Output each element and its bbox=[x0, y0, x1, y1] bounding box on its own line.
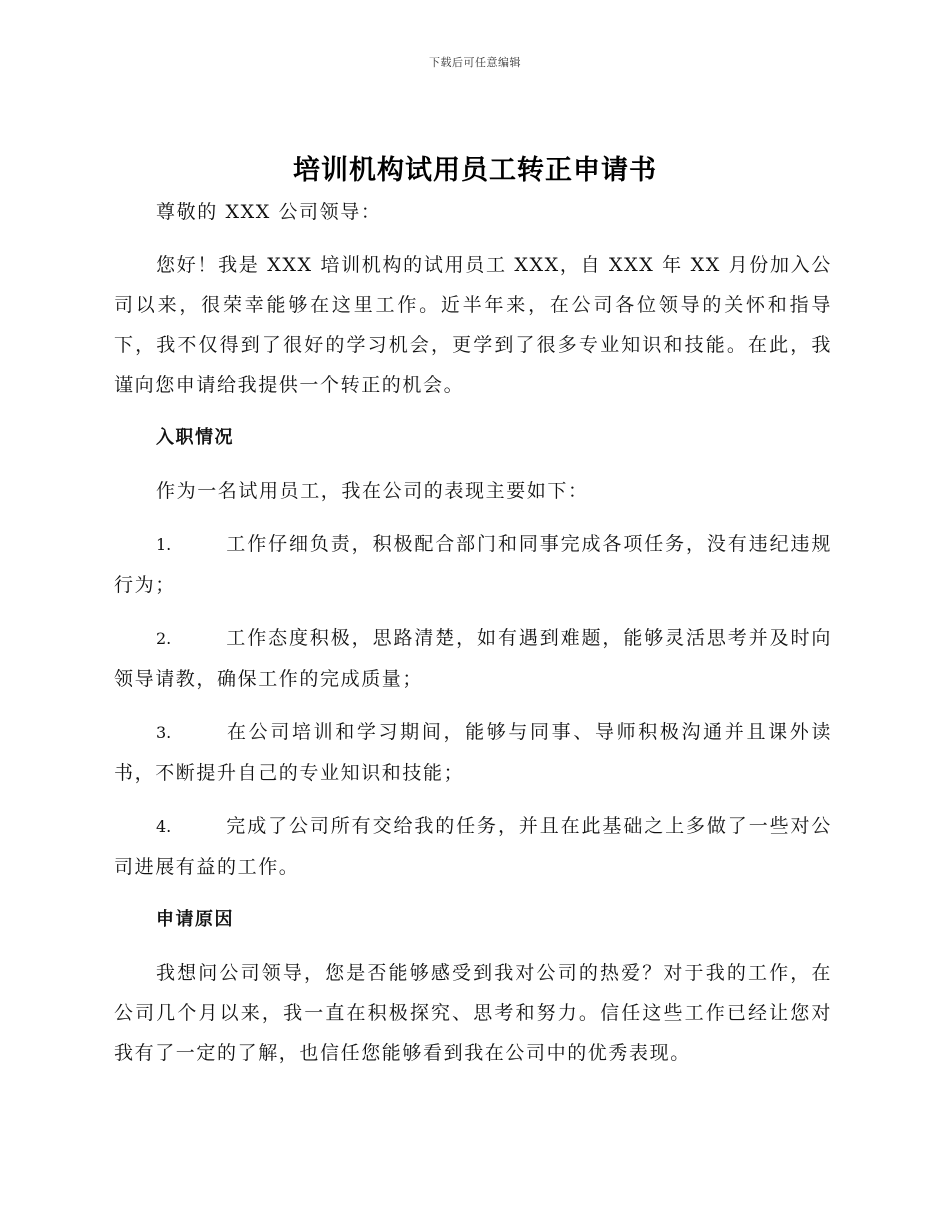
document-body bbox=[114, 192, 832, 1073]
list-item-text: 工作态度积极，思路清楚，如有遇到难题，能够灵活思考并及时向领导请教，确保工作的完成质量； bbox=[114, 627, 832, 690]
list-item-number: 1. bbox=[156, 535, 172, 554]
list-item bbox=[114, 618, 832, 699]
list-item-number: 3. bbox=[156, 723, 172, 742]
section-heading-reason: 申请原因 bbox=[156, 909, 234, 930]
salutation: 尊敬的 XXX 公司领导： bbox=[156, 201, 382, 223]
list-item bbox=[114, 524, 832, 605]
list-item bbox=[114, 712, 832, 793]
list-item-text: 在公司培训和学习期间，能够与同事、导师积极沟通并且课外读书，不断提升自己的专业知识和技能； bbox=[114, 721, 832, 784]
list-item bbox=[114, 806, 832, 887]
list-item-text: 完成了公司所有交给我的任务，并且在此基础之上多做了一些对公司进展有益的工作。 bbox=[114, 815, 832, 878]
list-item-text: 工作仔细负责，积极配合部门和同事完成各项任务，没有违纪违规行为； bbox=[114, 533, 832, 596]
header-note: 下载后可任意编辑 bbox=[429, 56, 521, 69]
list-item-number: 2. bbox=[156, 629, 172, 648]
section-lead: 作为一名试用员工，我在公司的表现主要如下： bbox=[156, 480, 589, 502]
list-item-number: 4. bbox=[156, 817, 172, 836]
document-title: 培训机构试用员工转正申请书 bbox=[293, 155, 657, 186]
intro-paragraph: 您好！我是 XXX 培训机构的试用员工 XXX，自 XXX 年 XX 月份加入公司以来，很荣幸能够在这里工作。近半年来，在公司各位领导的关怀和指导下，我不仅得到了很好的学习机会，更学到了很多专业知识和技能。在此，我谨向您申请给我提供一个转正的机会。 bbox=[114, 254, 832, 396]
section-heading-onboarding: 入职情况 bbox=[156, 427, 234, 448]
reason-paragraph: 我想问公司领导，您是否能够感受到我对公司的热爱？对于我的工作，在公司几个月以来，我一直在积极探究、思考和努力。信任这些工作已经让您对我有了一定的了解，也信任您能够看到我在公司中的优秀表现。 bbox=[114, 962, 832, 1064]
